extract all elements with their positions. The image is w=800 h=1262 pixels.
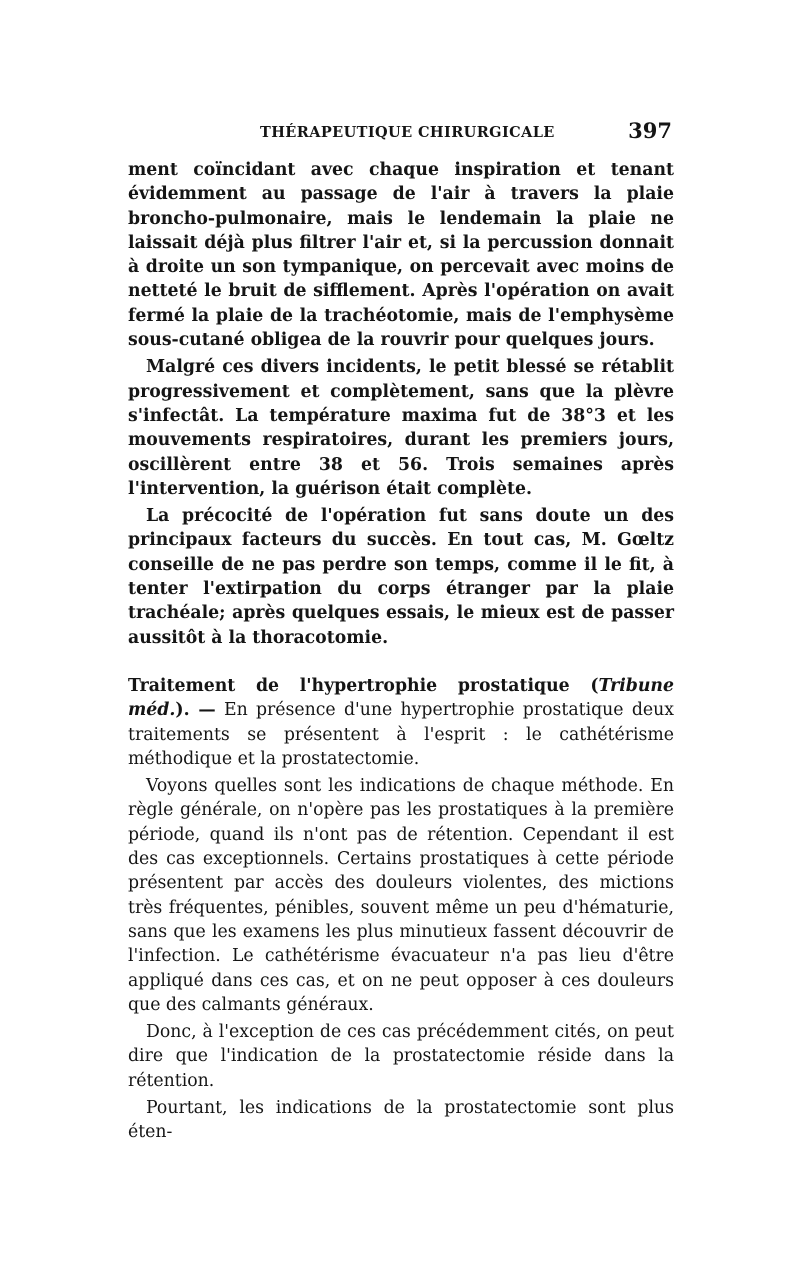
paragraph-retention: Donc, à l'exception de ces cas précédemment cités, on peut dire que l'indication de la prostatectomie réside dans la rétention. xyxy=(128,1022,674,1091)
paragraph-continued: Pourtant, les indications de la prostatectomie sont plus éten- xyxy=(128,1097,674,1143)
section-source: Tribune méd. xyxy=(128,675,674,721)
section-intro-text: En présence d'une hypertrophie prostatique deux traitements se présentent à l'esprit : le cathétérisme méthodique et la prostatectomie. xyxy=(128,700,674,769)
paragraph-indications: Voyons quelles sont les indications de chaque méthode. En règle générale, on n'opère pas les prostatiques à la première période, quand ils n'ont pas de rétention. Cependant il est des cas exceptionnels. Certains prostatiques à cette période présentent par accès des douleurs violentes, des mictions très fréquentes, pénibles, souvent même un peu d'hématurie, sans que les examens les plus minutieux fassent découvrir de l'infection. Le cathétérisme évacuateur n'a pas lieu d'être appliqué dans ces cas, et on ne peut opposer à ces douleurs que des calmants généraux. xyxy=(128,776,674,1015)
case-report-section xyxy=(128,158,674,650)
page-header xyxy=(128,118,672,148)
section-source-close: ). — xyxy=(175,700,216,721)
section-source-open: ( xyxy=(569,675,599,696)
section-title: Traitement de l'hypertrophie prostatique xyxy=(128,675,570,696)
page-number: 397 xyxy=(628,118,672,143)
body-text xyxy=(128,158,674,1148)
section-paragraph-intro xyxy=(128,674,674,771)
running-title: THÉRAPEUTIQUE CHIRURGICALE xyxy=(260,124,555,141)
paragraph-recovery: Malgré ces divers incidents, le petit blessé se rétablit progressivement et complètement, sans que la plèvre s'infectât. La température maxima fut de 38°3 et les mouvements respiratoires, durant les premiers jours, oscillèrent entre 38 et 56. Trois semaines après l'intervention, la guérison était complète. xyxy=(128,357,674,499)
paragraph-continuation: ment coïncidant avec chaque inspiration et tenant évidemment au passage de l'air à travers la plaie broncho-pulmonaire, mais le lendemain la plaie ne laissait déjà plus filtrer l'air et, si la percussion donnait à droite un son tympanique, on percevait avec moins de netteté le bruit de sifflement. Après l'opération on avait fermé la plaie de la trachéotomie, mais de l'emphysème sous-cutané obligea de la rouvrir pour quelques jours. xyxy=(128,160,674,351)
paragraph-conclusion: La précocité de l'opération fut sans doute un des principaux facteurs du succès. En tout cas, M. Gœltz conseille de ne pas perdre son temps, comme il le fit, à tenter l'extirpation du corps étranger par la plaie trachéale; après quelques essais, le mieux est de passer aussitôt à la thoracotomie. xyxy=(128,506,674,648)
